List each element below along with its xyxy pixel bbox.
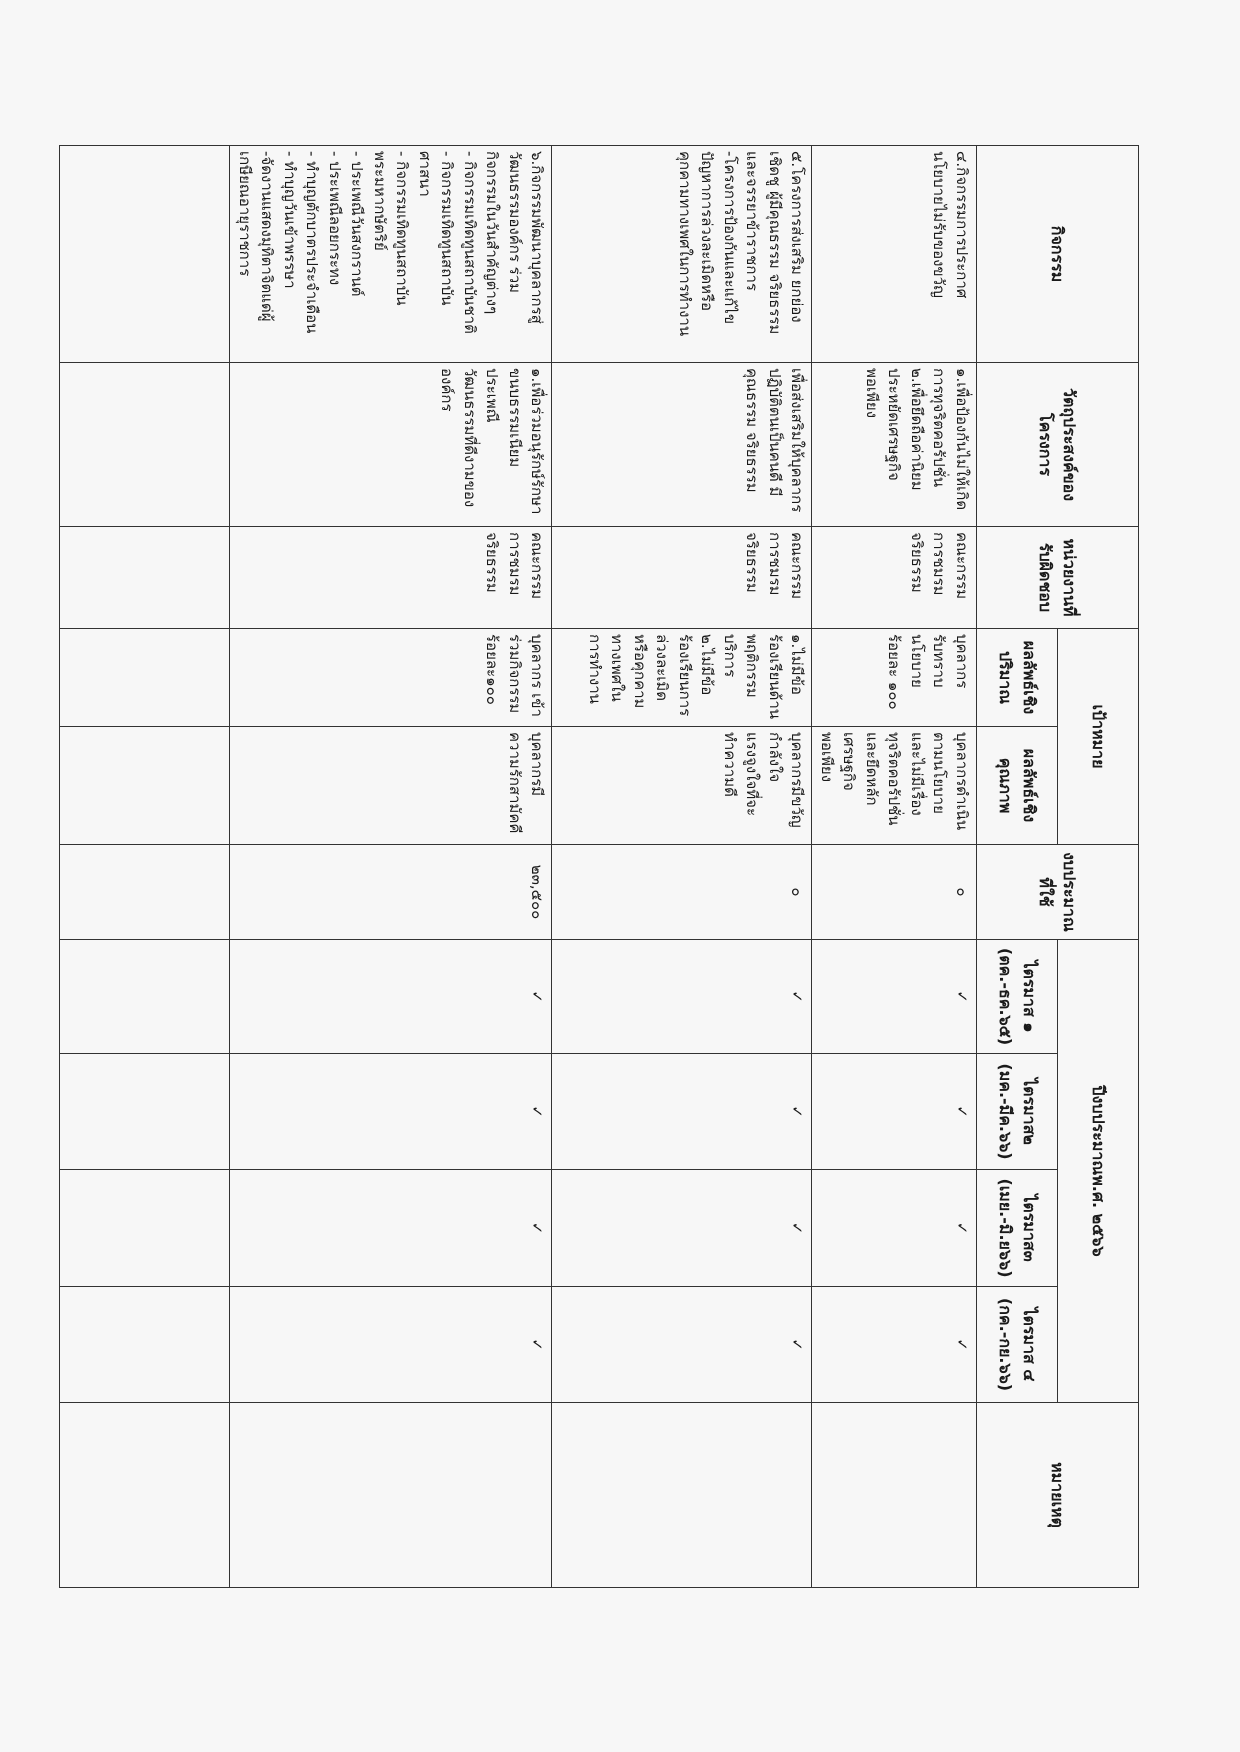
quantity-line: ร้อยละ๑๐๐	[483, 634, 502, 705]
quality-line: และยึดหลัก	[863, 732, 881, 806]
table-row	[812, 146, 977, 1588]
check-mark-icon: ✓	[230, 1287, 552, 1403]
cell-quantity	[230, 629, 552, 727]
check-mark-icon: ✓	[230, 1170, 552, 1287]
header-budget: งบประมาณที่ใช้	[977, 845, 1139, 940]
quantity-line: ร้องเรียนด้าน	[766, 634, 784, 720]
check-mark-icon: ✓	[812, 1054, 977, 1170]
activity-line: - ทำบุญวันเข้าพรรษา	[281, 151, 299, 289]
header-activity: กิจกรรม	[977, 146, 1139, 363]
quantity-line: บุคลากร เข้า	[528, 634, 547, 717]
header-output-quantity: ผลลัพธ์เชิงปริมาณ	[977, 629, 1058, 727]
cell-remark	[812, 1403, 977, 1588]
check-mark-icon: ✓	[230, 940, 552, 1054]
cell-remark	[552, 1403, 812, 1588]
activity-line: - กิจกรรมเทิดทูนสถาบัน	[393, 151, 412, 306]
header-fiscal-year: ปีงบประมาณพ.ศ. ๒๕๖๖	[1058, 940, 1139, 1403]
unit-line: จริยธรรม	[483, 532, 502, 593]
objective-line: เพื่อส่งเสริมให้บุคลากร	[788, 368, 807, 513]
cell-objective	[812, 363, 977, 527]
objective-line: องค์กร	[438, 368, 457, 412]
quantity-line: ๒.ไม่มีข้อ	[698, 634, 717, 696]
header-q4: ไตรมาส ๔ (กค.-กย.๖๖)	[977, 1287, 1058, 1403]
cell-quality	[552, 727, 812, 845]
cell-objective	[60, 363, 230, 527]
activity-line: - กิจกรรมเทิดทูนสถาบัน	[438, 151, 457, 306]
activity-line: ๔.กิจกรรมการประกาศ	[953, 151, 971, 299]
activity-line: วัฒนธรรมองค์กร ร่วม	[506, 151, 524, 294]
header-q3: ไตรมาส๓ (เมย.-มิ.ย๖๖)	[977, 1170, 1058, 1287]
cell-q3	[60, 1170, 230, 1287]
objective-line: การทุจริตคอรัปชั่น	[930, 368, 949, 488]
activity-line: -โครงการป้องกันและแก้ไข	[721, 151, 739, 325]
activity-line: - ประเพณีวันสงกรานต์	[348, 151, 367, 297]
activity-line: เชิดชู ผู้มีคุณธรรม จริยธรรม	[766, 151, 784, 335]
quantity-line: นโยบาย	[908, 634, 926, 688]
activity-line: พระมหากษัตริย์	[371, 151, 389, 251]
cell-budget: ๐	[552, 845, 812, 940]
objective-line: ประหยัดเศรษฐกิจ	[885, 368, 904, 481]
cell-budget: ๒๓,๕๐๐	[230, 845, 552, 940]
quality-line: แรงจูงใจที่จะ	[743, 732, 762, 817]
objective-line: ๒.เพื่อยึดถือค่านิยม	[908, 368, 926, 491]
activity-line: -จัดงานแสดงมุทิตาจิตแด่ผู้	[258, 151, 277, 322]
activity-line: ปัญหาการล่วงละเมิดหรือ	[698, 151, 717, 312]
cell-activity	[60, 146, 230, 363]
check-mark-icon: ✓	[552, 940, 812, 1054]
cell-budget: ๐	[812, 845, 977, 940]
unit-line: จริยธรรม	[743, 532, 762, 593]
cell-quantity	[552, 629, 812, 727]
cell-q2	[60, 1054, 230, 1170]
activity-line: นโยบายไม่รับของขวัญ	[930, 151, 949, 298]
cell-unit	[552, 527, 812, 629]
activity-line: - ทำบุญตักบาตรประจำเดือน	[303, 151, 322, 334]
activity-line: ๖.กิจกรรมพัฒนาบุคลากรสู่	[528, 151, 547, 324]
cell-objective	[230, 363, 552, 527]
objective-line: พอเพียง	[863, 368, 881, 419]
quality-line: บุคลากรมีขวัญ	[788, 732, 807, 828]
rotated-page	[77, 145, 1139, 1587]
unit-line: การชมรม	[766, 532, 784, 596]
objective-line: คุณธรรม จริยธรรม	[743, 368, 762, 493]
check-mark-icon: ✓	[552, 1170, 812, 1287]
quality-line: ตามนโยบาย	[930, 732, 949, 814]
cell-quantity	[60, 629, 230, 727]
check-mark-icon: ✓	[230, 1054, 552, 1170]
header-q1: ไตรมาส ๑ (ตค.-ธค.๖๕)	[977, 940, 1058, 1054]
quantity-line: บุคลากร	[953, 634, 971, 689]
objective-line: ขนบธรรมเนียม ประเพณี	[483, 368, 524, 468]
quality-line: พอเพียง	[818, 732, 836, 783]
activity-line: เกษียณอายุราชการ	[236, 151, 254, 277]
cell-activity	[552, 146, 812, 363]
cell-unit	[230, 527, 552, 629]
check-mark-icon: ✓	[552, 1287, 812, 1403]
activity-line: และจรรยาข้าราชการ	[743, 151, 762, 291]
objective-line: ปฏิบัติตนเป็นคนดี มี	[766, 368, 784, 497]
cell-q1	[60, 940, 230, 1054]
header-unit: หน่วยงานที่รับผิดชอบ	[977, 527, 1139, 629]
unit-line: คณะกรรม	[788, 532, 807, 600]
cell-budget	[60, 845, 230, 940]
objective-line: วัฒนธรรมที่ดีงามของ	[461, 368, 479, 508]
cell-quantity	[812, 629, 977, 727]
cell-activity	[230, 146, 552, 363]
check-mark-icon: ✓	[812, 1287, 977, 1403]
quantity-line: ร้อยละ ๑๐๐	[885, 634, 904, 710]
activity-line: - ประเพณีลอยกระทง	[326, 151, 344, 286]
table-row	[60, 146, 230, 1588]
activity-line: คุกคามทางเพศในการทำงาน	[676, 151, 694, 337]
quantity-line: บริการ	[721, 634, 739, 678]
header-q2: ไตรมาส๒ (มค.-มีค.๖๖)	[977, 1054, 1058, 1170]
activity-line: กิจกรรมในวันสำคัญต่างๆ	[483, 151, 502, 315]
quality-line: กำลังใจ	[766, 732, 784, 783]
table-row	[230, 146, 552, 1588]
check-mark-icon: ✓	[812, 940, 977, 1054]
cell-quality	[60, 727, 230, 845]
table-row	[552, 146, 812, 1588]
quantity-line: ๑.ไม่มีข้อ	[788, 634, 807, 695]
activity-line: ศาสนา	[416, 151, 434, 197]
quantity-line: การทำงาน	[586, 634, 604, 704]
quality-line: และไม่มีเรื่อง	[908, 732, 926, 816]
quality-line: ทำความดี	[721, 732, 739, 797]
cell-remark	[230, 1403, 552, 1588]
quantity-line: พฤติกรรม	[743, 634, 762, 698]
quantity-line: ร้องเรียนการ	[676, 634, 694, 717]
check-mark-icon: ✓	[812, 1170, 977, 1287]
cell-objective	[552, 363, 812, 527]
header-target: เป้าหมาย	[1058, 629, 1139, 845]
cell-quality	[230, 727, 552, 845]
cell-q4	[60, 1287, 230, 1403]
quality-line: ทุจริตคอรัปชั่น	[885, 732, 904, 826]
quantity-line: รับทราบ	[930, 634, 949, 688]
quality-line: บุคลากรมี	[528, 732, 547, 797]
objective-line: ๑.เพื่อป้องกันไม่ให้เกิด	[953, 368, 971, 511]
quantity-line: ทางเพศใน	[608, 634, 627, 702]
unit-line: คณะกรรม	[953, 532, 971, 600]
cell-quality	[812, 727, 977, 845]
unit-line: คณะกรรม	[528, 532, 547, 600]
quality-line: บุคลากรดำเนิน	[953, 732, 971, 831]
header-objective: วัตถุประสงค์ของโครงการ	[977, 363, 1139, 527]
cell-remark	[60, 1403, 230, 1588]
unit-line: การชมรม	[930, 532, 949, 596]
header-remark: หมายเหตุ	[977, 1403, 1139, 1588]
quantity-line: ร่วมกิจกรรม	[506, 634, 524, 714]
quality-line: เศรษฐกิจ	[840, 732, 859, 791]
cell-unit	[812, 527, 977, 629]
activity-line: - กิจกรรมเทิดทูนสถาบันชาติ	[461, 151, 479, 334]
cell-activity	[812, 146, 977, 363]
cell-unit	[60, 527, 230, 629]
check-mark-icon: ✓	[552, 1054, 812, 1170]
action-plan-table	[60, 145, 1140, 1588]
quantity-line: ล่วงละเมิด	[653, 634, 672, 701]
header-output-quality: ผลลัพธ์เชิงคุณภาพ	[977, 727, 1058, 845]
activity-line: ๕.โครงการส่งเสริม ยกย่อง	[788, 151, 807, 323]
quantity-line: หรือคุกคาม	[631, 634, 649, 709]
objective-line: ๑.เพื่อร่วมอนุรักษ์รักษา	[528, 368, 547, 515]
quality-line: ความรักสามัคคี	[506, 732, 524, 834]
unit-line: การชมรม	[506, 532, 524, 596]
unit-line: จริยธรรม	[908, 532, 926, 593]
